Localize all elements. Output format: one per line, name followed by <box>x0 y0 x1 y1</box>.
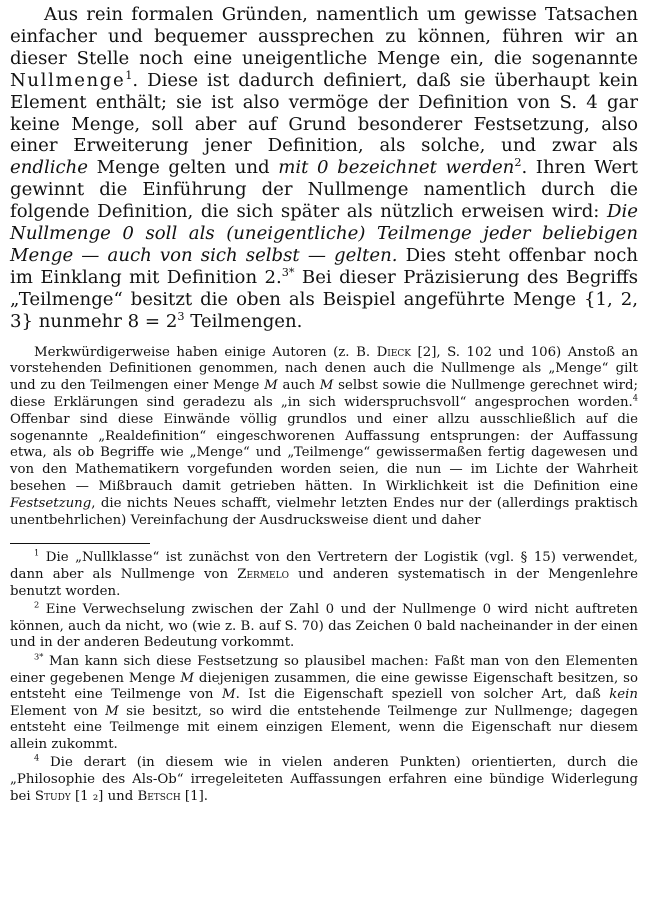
footnote-ref-4: 4 <box>632 392 638 403</box>
emph-kein: kein <box>609 687 638 703</box>
footnote-mark: 1 <box>34 547 40 558</box>
set-symbol-m: M <box>180 670 194 686</box>
definition-sentence: Die Nullmenge 0 soll als (uneigentliche) Teilmenge jeder beliebigen Menge — auch von sich selbst — gelten. <box>10 201 638 266</box>
footnote-ref-2: 2 <box>514 156 522 170</box>
exponent-3: 3 <box>177 309 185 323</box>
emph-festsetzung: Festsetzung <box>10 495 92 511</box>
footnote-3: $^{3*}$ Man kann sich diese Festsetzung so plausibel machen: Faßt man von den Elementen einer gegebenen Menge M diejenigen zusammen, die eine gewisse Eigenschaft besitzen, so entsteht eine Teilmenge von M. Ist die Eigenschaft speziell von solcher Art, daß kein Element von M sie besitzt, so wird die entstehende Teilmenge zur Nullmenge; dagegen entsteht eine Teilmenge mit einem einzigen Element, wenn die Eigenschaft nur diesem allein zukommt. <box>10 651 638 752</box>
author-betsch: Betsch <box>137 788 181 804</box>
footnote-ref-1: 1 <box>125 68 133 82</box>
emph-endliche: endliche <box>10 157 89 179</box>
footnote-mark: 3* <box>34 651 44 662</box>
author-study: Study <box>34 788 71 804</box>
footnote-mark: 2 <box>34 599 40 610</box>
footnote-2: $^2$ Eine Verwechselung zwischen der Zahl 0 und der Nullmenge 0 wird nicht auftreten können, auch da nicht, wo (wie z. B. auf S. 70) das Zeichen 0 bald nacheinander in der einen und in der anderen Bedeutung vorkommt. <box>10 599 638 651</box>
discussion-paragraph: Merkwürdigerweise haben einige Autoren (z. B. Dieck [2], S. 102 und 106) Anstoß an vorstehenden Definitionen genommen, nach denen auch die Nullmenge als „Menge“ gilt und zu den Teilmengen einer Menge M auch M selbst sowie die Nullmenge gerechnet wird; diese Erklärungen sind geradezu als „in sich widerspruchsvoll“ angesprochen worden.$^4$ Offenbar sind diese Einwände völlig grundlos und einer allzu ausschließlich auf die sogenannte „Realdefinition“ eingeschworenen Auffassung entsprungen: der Auffassung etwa, als ob Begriffe wie „Menge“ und „Teilmenge“ gewissermaßen fertig dagewesen und von den Mathematikern vorgefunden worden seien, die nun — im Lichte der Wahrheit besehen — Mißbrauch damit getrieben hätten. In Wirklichkeit ist die Definition eine Festsetzung, die nichts Neues schafft, vielmehr letzten Endes nur der (allerdings praktisch unentbehrlichen) Vereinfachung der Ausdrucksweise dient und daher <box>10 344 639 528</box>
main-paragraph: Aus rein formalen Gründen, namentlich um gewisse Tatsachen einfacher und bequemer aussprechen zu können, führen wir an dieser Stelle noch eine uneigentliche Menge ein, die sogenannte Nullmenge$^1$. Diese ist dadurch definiert, daß sie überhaupt kein Element enthält; sie ist also vermöge der Definition von S. 4 gar keine Menge, soll aber auf Grund besonderer Festsetzung, also einer Erweiterung jener Definition, als solche, und zwar als endliche Menge gelten und mit 0 bezeichnet werden$^2$. Ihren Wert gewinnt die Einführung der Nullmenge namentlich durch die folgende Definition, die sich später als nützlich erweisen wird: Die Nullmenge 0 soll als (uneigentliche) Teilmenge jeder beliebigen Menge — auch von sich selbst — gelten. Dies steht offenbar noch im Einklang mit Definition 2.$^{3*}$ Bei dieser Präzisierung des Begriffs „Teilmenge“ besitzt die oben als Beispiel angeführte Menge {1, 2, 3} nunmehr $8 = 2^3$ Teilmengen. <box>10 4 638 332</box>
footnote-1: $^1$ Die „Nullklasse“ ist zunächst von den Vertretern der Logistik (vgl. § 15) verwendet, dann aber als Nullmenge von Zermelo und anderen systematisch in der Mengenlehre benutzt worden. <box>10 547 638 599</box>
emph-mit-0: mit 0 bezeichnet werden <box>278 157 515 179</box>
footnote-mark: 4 <box>34 753 40 764</box>
footnote-ref-3: 3* <box>281 265 295 279</box>
set-symbol-m: M <box>264 378 278 394</box>
footnote-4: $^4$ Die derart (in diesem wie in vielen anderen Punkten) orientierten, durch die „Philosophie des Als-Ob“ irregeleiteten Auffassungen erfahren eine bündige Widerlegung bei Study [1 ₂] und Betsch [1]. <box>10 753 638 804</box>
footnote-divider <box>10 543 150 544</box>
author-dieck: Dieck <box>376 344 412 360</box>
author-zermelo: Zermelo <box>237 566 289 582</box>
set-symbol-m: M <box>221 687 236 703</box>
term-nullmenge: Nullmenge <box>10 69 126 91</box>
set-symbol-m: M <box>319 378 334 394</box>
set-symbol-m: M <box>105 703 119 719</box>
book-page <box>10 4 638 807</box>
